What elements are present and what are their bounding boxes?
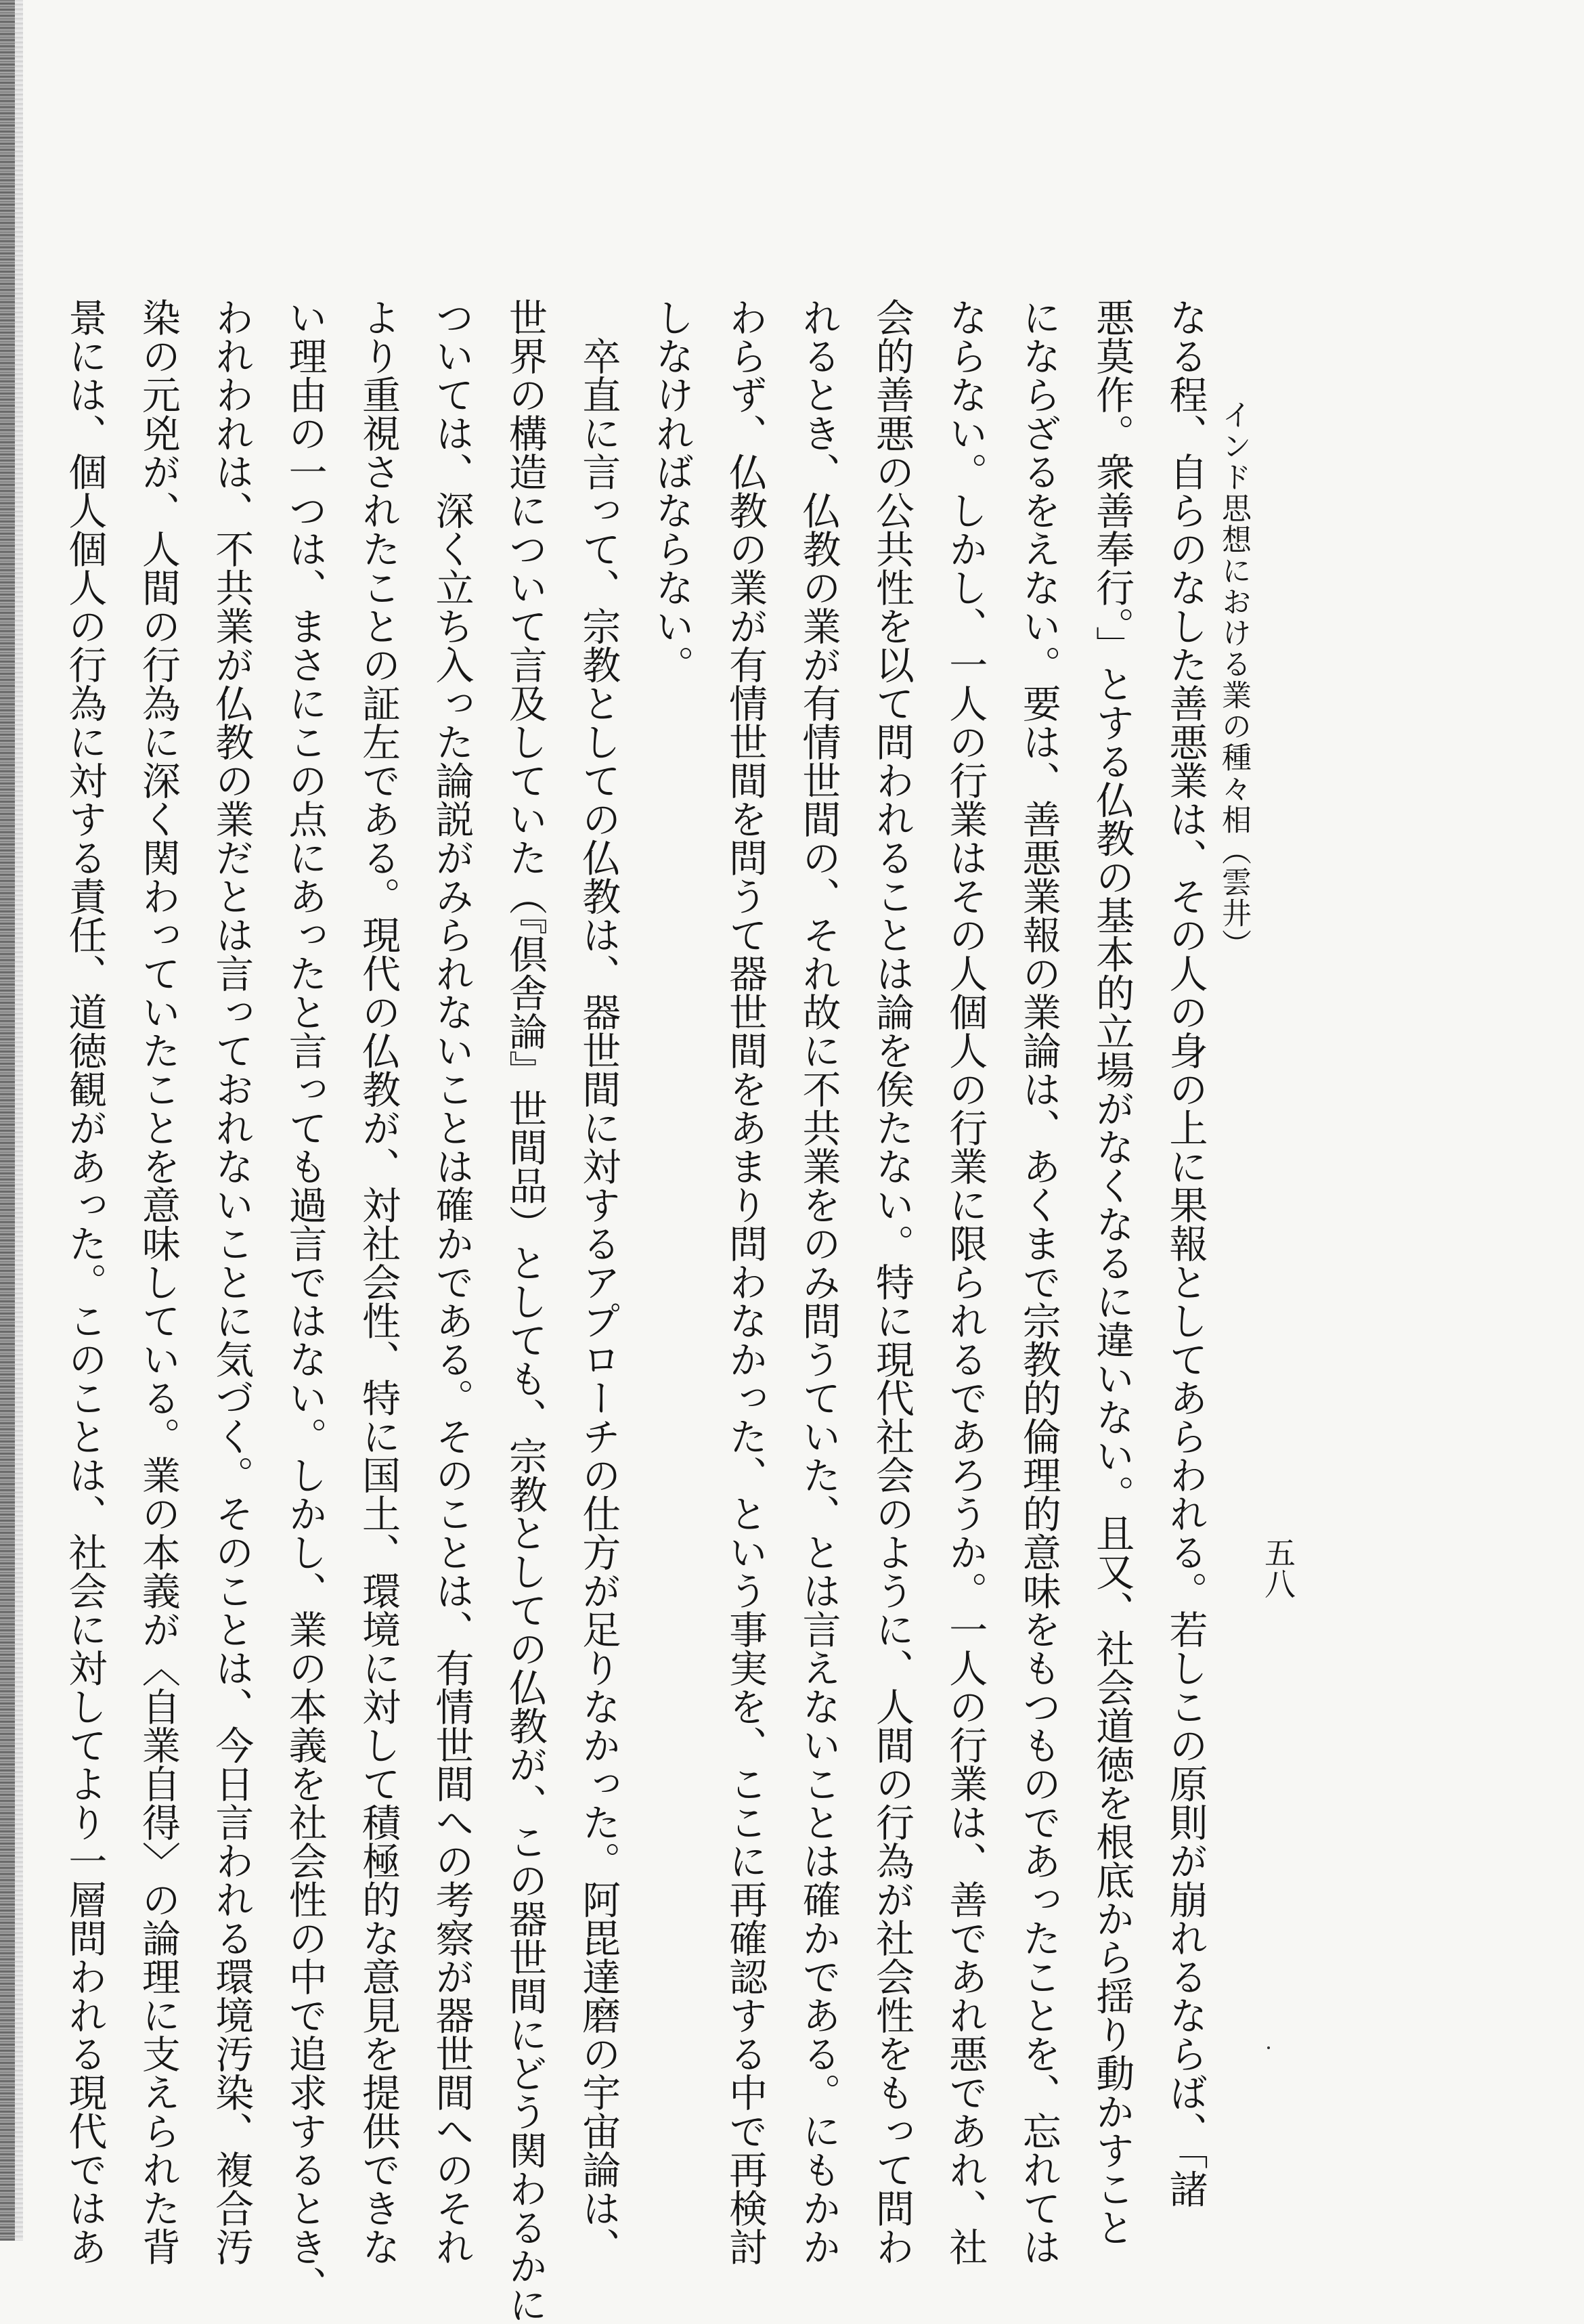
text-line: 悪莫作。衆善奉行。」とする仏教の基本的立場がなくなるに違いない。且又、社会道徳を根底から揺り動かすこと — [1089, 298, 1135, 2247]
text-line: 世界の構造について言及していた（『倶舎論』世間品）としても、宗教としての仏教が、この器世間にどう関わるかに — [502, 298, 548, 2324]
text-line: 景には、個人個人の行為に対する責任、道徳観があった。このことは、社会に対してより一層問われる現代ではあ — [62, 298, 107, 2266]
text-line: なる程、自らのなした善悪業は、その人の身の上に果報としてあらわれる。若しこの原則が崩れるならば、「諸 — [1163, 298, 1208, 2208]
text-line: 会的善悪の公共性を以て問われることは論を俟たない。特に現代社会のように、人間の行為が社会性をもって問わ — [869, 298, 915, 2266]
text-line: われわれは、不共業が仏教の業だとは言っておれないことに気づく。そのことは、今日言われる環境汚染、複合汚 — [208, 298, 254, 2266]
scan-speck — [1267, 2046, 1270, 2049]
text-line: ついては、深く立ち入った論説がみられないことは確かである。そのことは、有情世間への考察が器世間へのそれ — [428, 298, 474, 2266]
body-text — [62, 298, 1222, 2324]
page-number: 五八 — [1260, 1537, 1296, 1599]
running-header: インド思想における業の種々相（雲井） — [1216, 399, 1251, 960]
text-line: しなければならない。 — [649, 298, 695, 684]
text-line: い理由の一つは、まさにこの点にあったと言っても過言ではない。しかし、業の本義を社会性の中で追求するとき、 — [282, 298, 328, 2304]
text-line: にならざるをえない。要は、善悪業報の業論は、あくまで宗教的倫理的意味をもつものであったことを、忘れては — [1016, 298, 1061, 2266]
text-line: より重視されたことの証左である。現代の仏教が、対社会性、特に国土、環境に対して積極的な意見を提供できな — [355, 298, 401, 2266]
text-line: ならない。しかし、一人の行業はその人個人の行業に限られるであろうか。一人の行業は、善であれ悪であれ、社 — [942, 298, 988, 2266]
text-line: 染の元兇が、人間の行為に深く関わっていたことを意味している。業の本義が〈自業自得〉の論理に支えられた背 — [135, 298, 181, 2266]
scan-shadow-edge — [0, 0, 15, 2241]
text-line: わらず、仏教の業が有情世間を問うて器世間をあまり問わなかった、という事実を、ここに再確認する中で再検討 — [722, 298, 768, 2266]
scan-shadow-edge-light — [15, 0, 23, 2241]
text-line: 卒直に言って、宗教としての仏教は、器世間に対するアプローチの仕方が足りなかった。阿毘達磨の宇宙論は、 — [575, 298, 621, 2266]
text-line: れるとき、仏教の業が有情世間の、それ故に不共業をのみ問うていた、とは言えないことは確かである。にもかか — [795, 298, 841, 2266]
